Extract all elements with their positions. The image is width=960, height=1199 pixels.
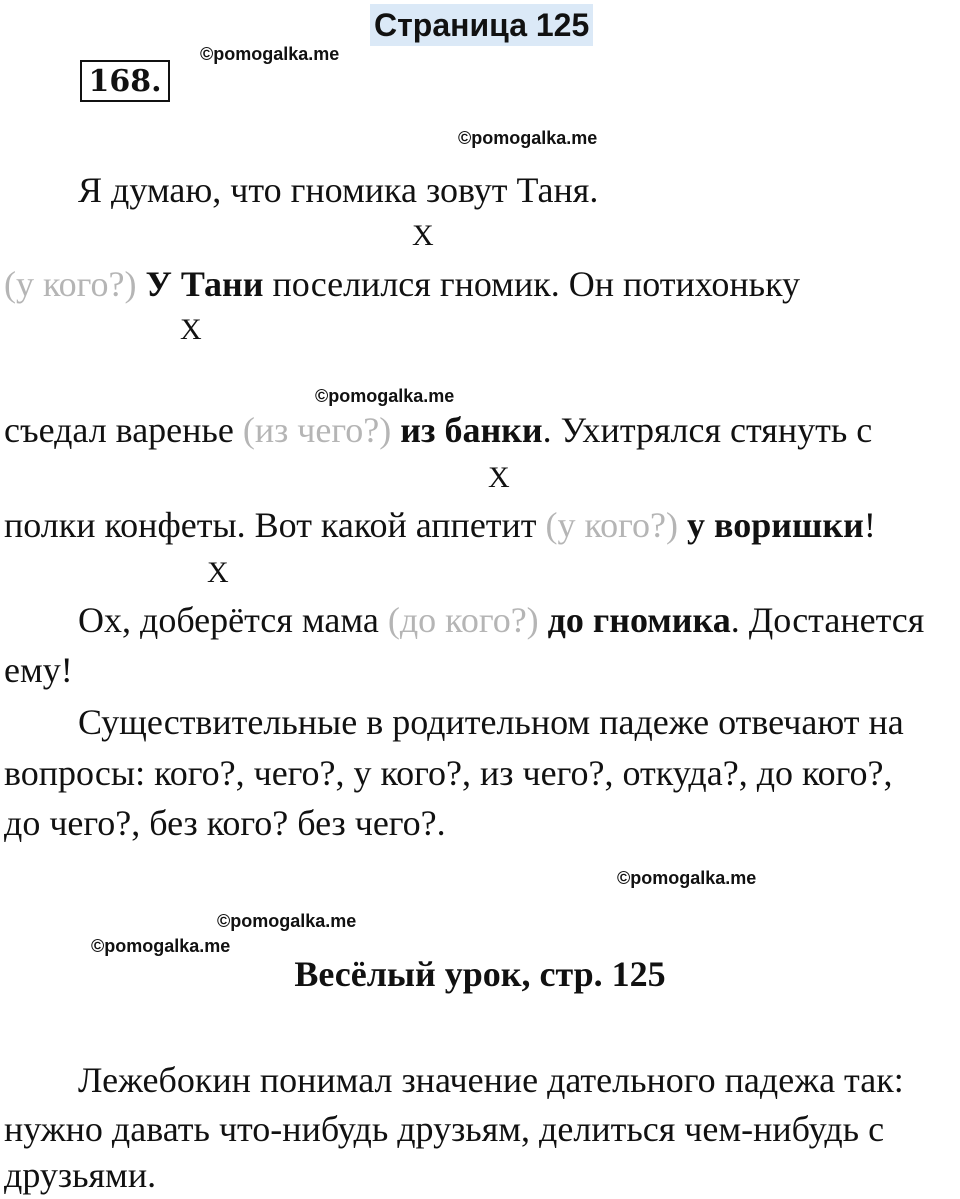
bold-answer: у воришки [678,505,864,545]
watermark: ©pomogalka.me [91,936,231,956]
text-span: ! [863,505,876,545]
watermark: ©pomogalka.me [315,386,455,406]
text-line: друзьями. [4,1155,157,1195]
text-line [4,408,872,452]
cross-mark: X [488,461,510,494]
cross-mark: X [180,313,202,346]
text-span: полки конфеты. Вот какой аппетит [4,505,546,545]
watermark: ©pomogalka.me [200,44,340,64]
text-line: вопросы: кого?, чего?, у кого?, из чего?, откуда?, до кого?, [4,753,893,793]
watermark: ©pomogalka.me [617,868,757,888]
lesson-title: Весёлый урок, стр. 125 [294,954,666,994]
text-line: Лежебокин понимал значение дательного падежа так: [78,1060,904,1100]
text-line [4,262,800,306]
text-span: съедал варенье [4,410,243,450]
text-line: Существительные в родительном падеже отвечают на [78,702,904,742]
text-span: . Ухитрялся стянуть с [542,410,873,450]
text-line [4,503,876,547]
question-hint: (у кого?) [4,264,137,304]
question-hint: (до кого?) [387,600,539,640]
bold-answer: до гномика [538,600,731,640]
text-line: ему! [4,650,73,690]
bold-answer: из банки [391,410,543,450]
question-hint: (у кого?) [545,505,679,545]
question-hint: (из чего?) [242,410,392,450]
bold-answer: У Тани [145,264,264,304]
watermark: ©pomogalka.me [217,911,357,931]
task-number-box: 168. [80,60,170,102]
page-title: Страница 125 [370,4,593,46]
text-line: до чего?, без кого? без чего?. [4,803,446,843]
cross-mark: X [412,219,434,252]
cross-mark: X [207,556,229,589]
text-line [78,598,924,642]
text-span: поселился гномик. Он потихоньку [263,264,801,304]
text-span: Ох, доберётся мама [78,600,388,640]
text-line: нужно давать что-нибудь друзьям, делиться чем-нибудь с [4,1109,885,1149]
watermark: ©pomogalka.me [458,128,598,148]
text-line: Я думаю, что гномика зовут Таня. [78,170,599,210]
text-span: . Достанется [730,600,925,640]
